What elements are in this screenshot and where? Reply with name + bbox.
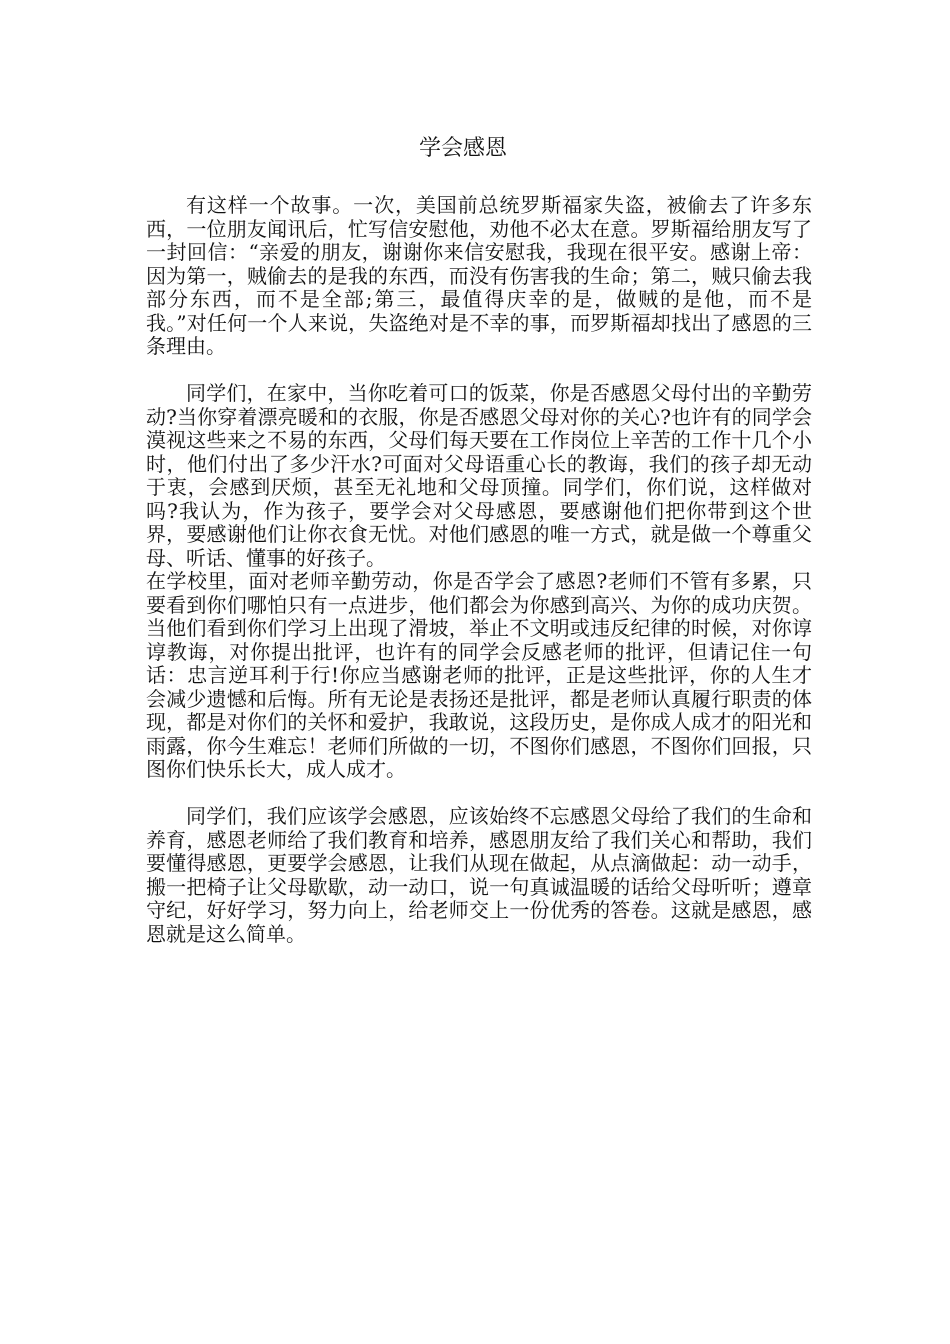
paragraph-gratitude-teachers: 在学校里，面对老师辛勤劳动，你是否学会了感恩?老师们不管有多累，只要看到你们哪怕只有一点进步，他们都会为你感到高兴、为你的成功庆贺。当他们看到你们学习上出现了滑坡，举止不文明或违反纪律的时候，对你谆谆教诲，对你提出批评，也许有的同学会反感老师的批评，但请记住一句话：忠言逆耳利于行!你应当感谢老师的批评，正是这些批评，你的人生才会减少遗憾和后悔。所有无论是表扬还是批评，都是老师认真履行职责的体现，都是对你们的关怀和爱护，我敢说，这段历史，是你成人成才的阳光和雨露，你今生难忘！老师们所做的一切，不图你们感恩，不图你们回报，只图你们快乐长大，成人成才。 (146, 569, 812, 781)
paragraph-spacer (146, 359, 812, 383)
paragraph-roosevelt-story: 有这样一个故事。一次，美国前总统罗斯福家失盗，被偷去了许多东西，一位朋友闻讯后，忙写信安慰他，劝他不必太在意。罗斯福给朋友写了一封回信：“亲爱的朋友，谢谢你来信安慰我，我现在很平安。感谢上帝：因为第一，贼偷去的是我的东西，而没有伤害我的生命；第二，贼只偷去我部分东西，而不是全部;第三，最值得庆幸的是，做贼的是他，而不是我。”对任何一个人来说，失盗绝对是不幸的事，而罗斯福却找出了感恩的三条理由。 (146, 193, 812, 358)
paragraph-conclusion: 同学们，我们应该学会感恩，应该始终不忘感恩父母给了我们的生命和养育，感恩老师给了我们教育和培养，感恩朋友给了我们关心和帮助，我们要懂得感恩，更要学会感恩，让我们从现在做起，从点滴做起：动一动手，搬一把椅子让父母歇歇，动一动口，说一句真诚温暖的话给父母听听；遵章守纪，好好学习，努力向上，给老师交上一份优秀的答卷。这就是感恩，感恩就是这么简单。 (146, 804, 812, 946)
document-body (146, 194, 812, 946)
paragraph-spacer (146, 782, 812, 806)
paragraph-gratitude-parents: 同学们，在家中，当你吃着可口的饭菜，你是否感恩父母付出的辛勤劳动?当你穿着漂亮暖和的衣服，你是否感恩父母对你的关心?也许有的同学会漠视这些来之不易的东西，父母们每天要在工作岗位上辛苦的工作十几个小时，他们付出了多少汗水?可面对父母语重心长的教诲，我们的孩子却无动于衷，会感到厌烦，甚至无礼地和父母顶撞。同学们，你们说，这样做对吗?我认为，作为孩子，要学会对父母感恩，要感谢他们把你带到这个世界，要感谢他们让你衣食无忧。对他们感恩的唯一方式，就是做一个尊重父母、听话、懂事的好孩子。 (146, 381, 812, 570)
document-title: 学会感恩 (418, 136, 507, 161)
